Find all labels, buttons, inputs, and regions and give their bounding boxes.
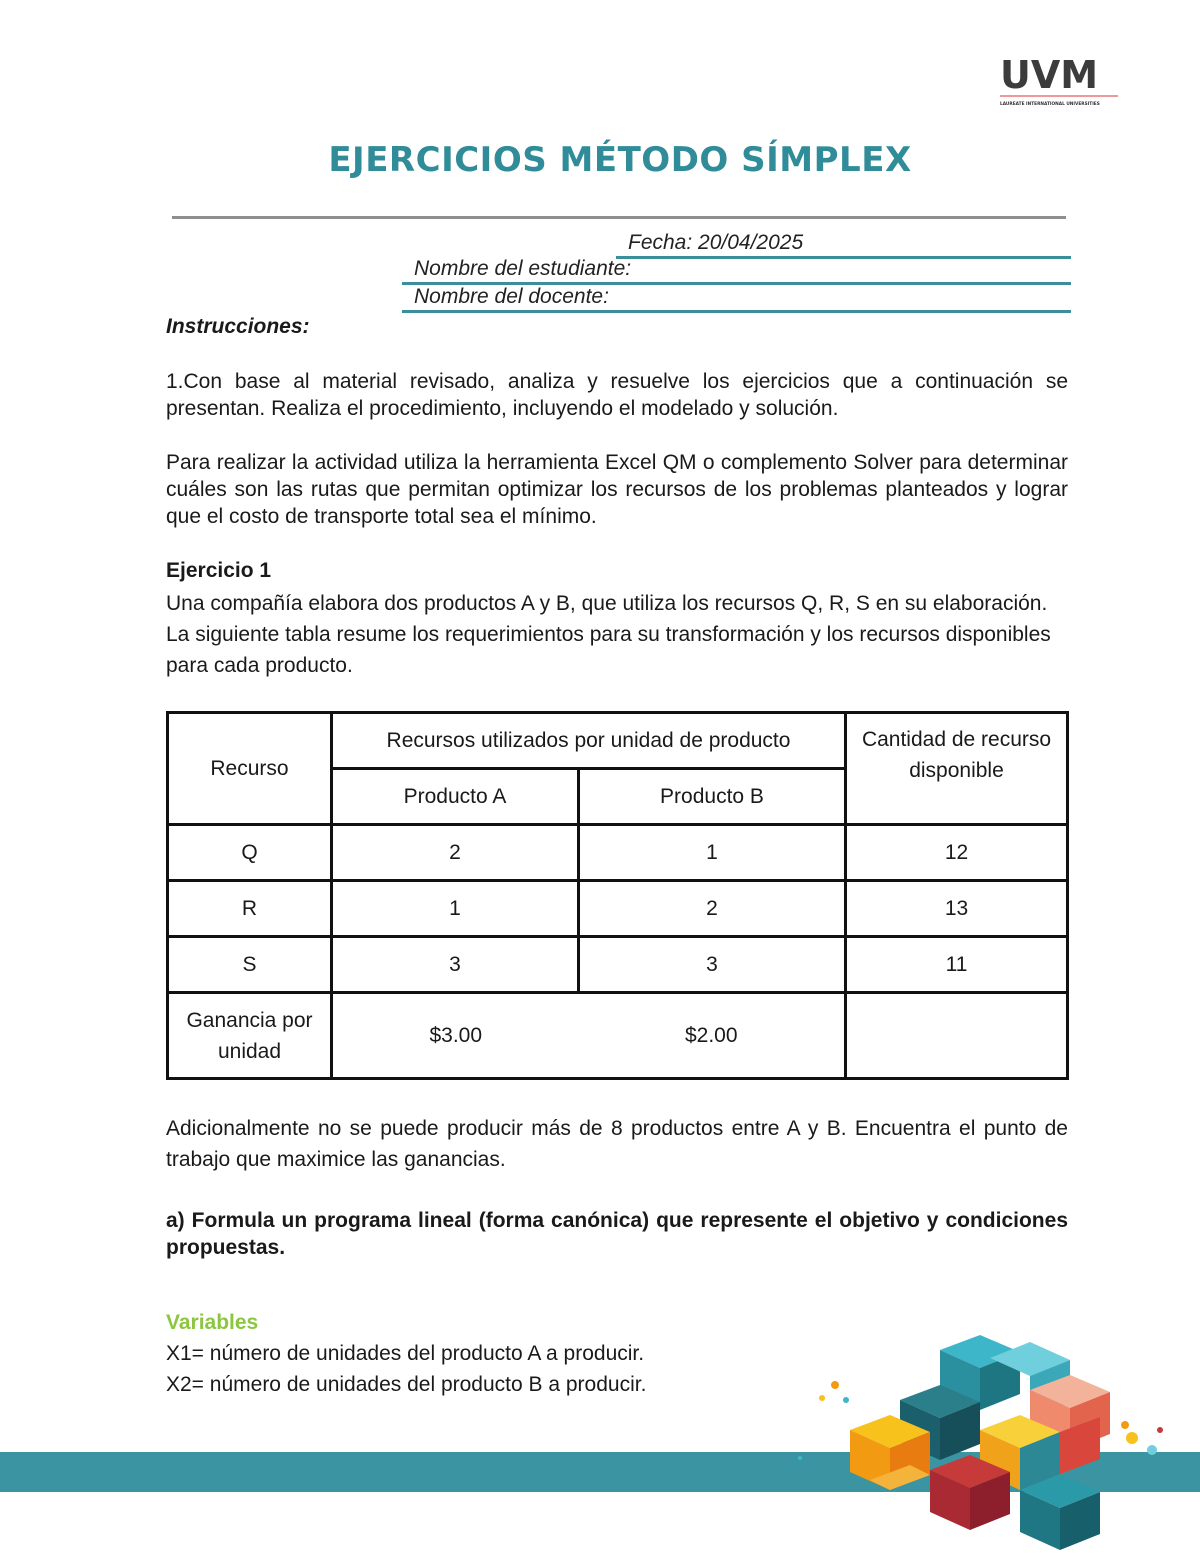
resources-table <box>166 711 1069 1080</box>
cell-ganancia-empty <box>846 993 1068 1079</box>
table-row <box>168 881 1068 937</box>
variable-x2: X2= número de unidades del producto B a producir. <box>166 1373 647 1396</box>
cell-a: 3 <box>332 937 579 993</box>
instructions-heading: Instrucciones: <box>166 315 310 338</box>
instructions-paragraph-2: Para realizar la actividad utiliza la herramienta Excel QM o complemento Solver para determinar cuáles son las rutas que permitan optimizar los recursos de los problemas planteados y lograr que el costo de transporte total sea el mínimo. <box>166 451 1068 528</box>
instructions-paragraph-1: 1.Con base al material revisado, analiza y resuelve los ejercicios que a continuación se presentan. Realiza el procedimiento, incluyendo el modelado y solución. <box>166 370 1068 420</box>
table-row <box>168 937 1068 993</box>
cell-disponible: 13 <box>846 881 1068 937</box>
cell-recurso: R <box>168 881 332 937</box>
header-producto-a: Producto A <box>332 769 579 825</box>
logo-text: UVM <box>1000 54 1099 97</box>
logo-subtext: LAUREATE INTERNATIONAL UNIVERSITIES <box>1000 102 1100 107</box>
exercise-1-heading: Ejercicio 1 <box>166 559 272 582</box>
cell-b: 3 <box>579 937 846 993</box>
cell-disponible: 12 <box>846 825 1068 881</box>
question-a: a) Formula un programa lineal (forma canónica) que represente el objetivo y condiciones propuestas. <box>166 1209 1068 1259</box>
student-name-field: Nombre del estudiante: <box>402 256 1071 285</box>
cell-b: 1 <box>579 825 846 881</box>
additional-condition-paragraph: Adicionalmente no se puede producir más de 8 productos entre A y B. Encuentra el punto de trabajo que maximice las ganancias. <box>166 1117 1068 1171</box>
table-row-ganancia <box>168 993 1068 1079</box>
cell-ganancia-b: $2.00 <box>579 993 846 1079</box>
resources-table-wrapper <box>166 711 1069 1080</box>
teacher-name-field: Nombre del docente: <box>402 284 1071 313</box>
page-title: EJERCICIOS MÉTODO SÍMPLEX <box>328 140 912 180</box>
uvm-logo <box>1000 54 1120 108</box>
decorative-cubes-graphic <box>780 1330 1200 1553</box>
cell-ganancia-a: $3.00 <box>332 993 579 1079</box>
cell-disponible: 11 <box>846 937 1068 993</box>
fecha-field: Fecha: 20/04/2025 <box>616 230 1071 259</box>
variables-heading: Variables <box>166 1311 259 1334</box>
cell-b: 2 <box>579 881 846 937</box>
title-divider <box>172 216 1066 219</box>
header-recurso: Recurso <box>168 713 332 825</box>
exercise-1-text: Una compañía elabora dos productos A y B, que utiliza los recursos Q, R, S en su elaboración. La siguiente tabla resume los requerimientos para su transformación y los recursos disponibles para cada producto. <box>166 592 1051 677</box>
header-group: Recursos utilizados por unidad de producto <box>332 713 846 769</box>
cell-a: 1 <box>332 881 579 937</box>
cell-ganancia-label: Ganancia por unidad <box>168 993 332 1079</box>
cell-recurso: S <box>168 937 332 993</box>
table-row <box>168 825 1068 881</box>
header-producto-b: Producto B <box>579 769 846 825</box>
cube-cluster <box>850 1335 1110 1550</box>
variable-x1: X1= número de unidades del producto A a producir. <box>166 1342 645 1365</box>
cell-a: 2 <box>332 825 579 881</box>
header-disponible: Cantidad de recurso disponible <box>846 713 1068 825</box>
cell-recurso: Q <box>168 825 332 881</box>
